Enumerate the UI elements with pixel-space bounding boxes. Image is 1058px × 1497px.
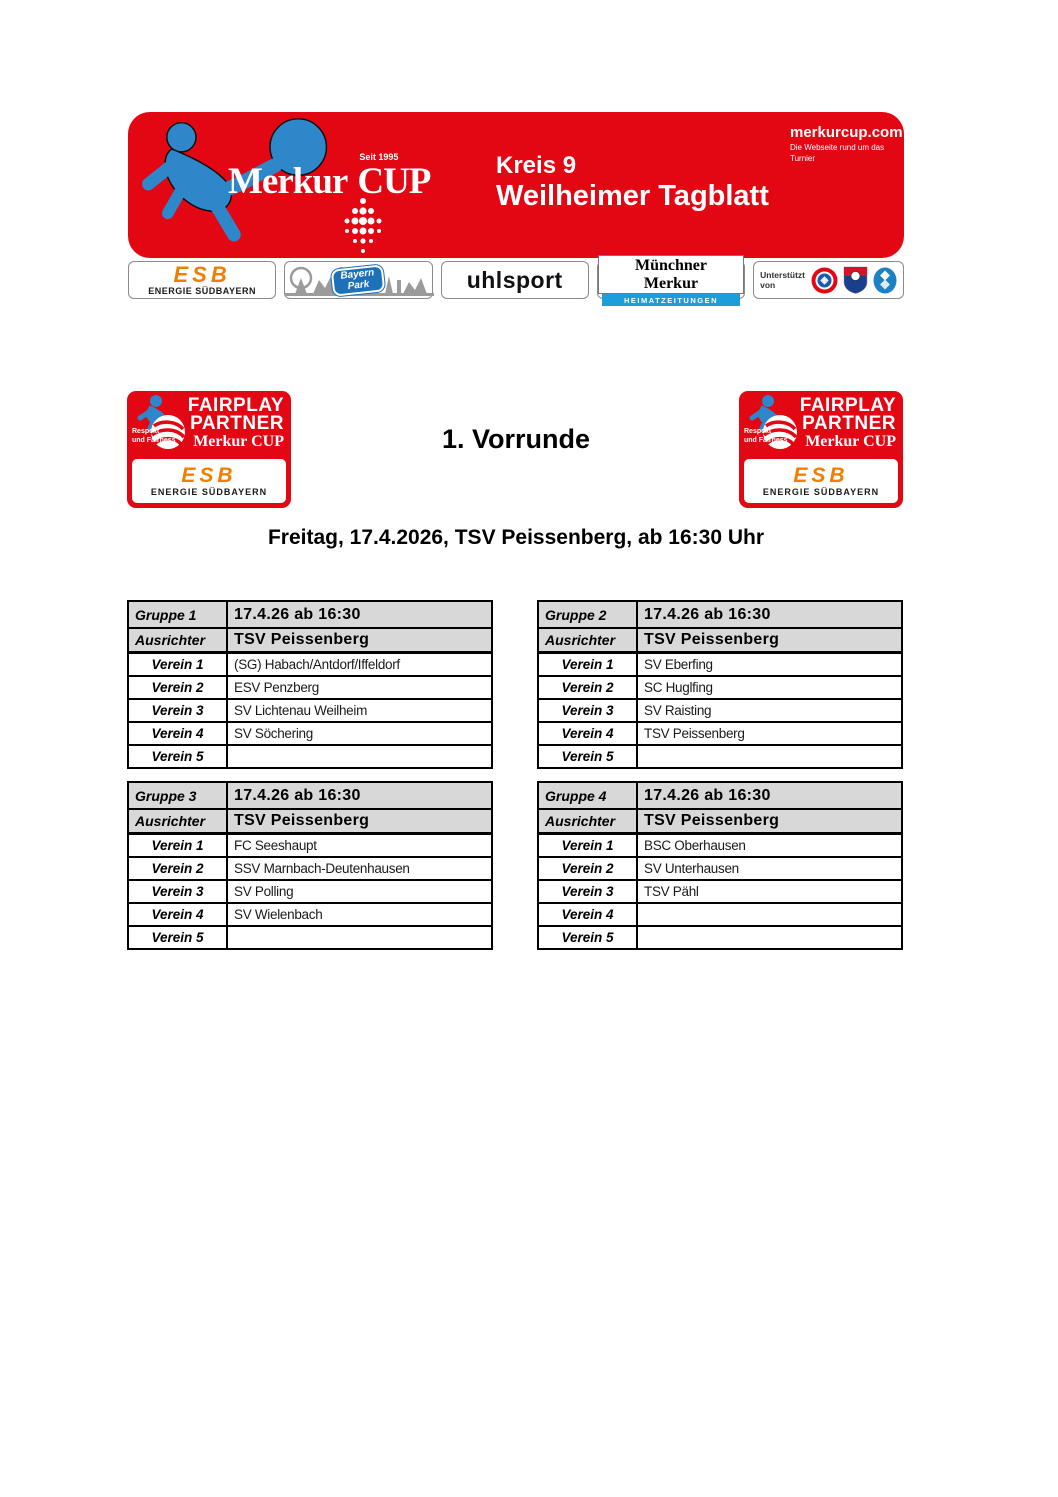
merkurcup-banner	[128, 112, 904, 258]
verein-label: Verein 2	[129, 858, 228, 879]
verein-label: Verein 5	[129, 746, 228, 767]
group-table-4	[537, 781, 903, 950]
table-row	[129, 879, 491, 902]
host-label: Ausrichter	[539, 810, 638, 832]
club-name: ESV Penzberg	[234, 680, 319, 695]
group-header-row	[129, 602, 491, 627]
host-row	[129, 808, 491, 833]
group-header-row	[539, 783, 901, 808]
group-datetime: 17.4.26 ab 16:30	[234, 605, 361, 623]
verein-label: Verein 4	[539, 723, 638, 744]
region-label: Weilheimer Tagblatt	[496, 179, 769, 212]
verein-label: Verein 1	[539, 835, 638, 856]
esb-logo: ESB	[181, 463, 237, 487]
brand-merkur: Merkur	[228, 161, 348, 202]
sponsor-muenchner-merkur	[597, 256, 745, 305]
verein-label: Verein 3	[129, 881, 228, 902]
table-row	[539, 652, 901, 675]
host-label: Ausrichter	[129, 810, 228, 832]
verein-label: Verein 3	[129, 700, 228, 721]
club-name: SV Wielenbach	[234, 907, 323, 922]
club-name: SC Huglfing	[644, 680, 713, 695]
table-row	[539, 879, 901, 902]
bayernpark-badge	[331, 264, 385, 296]
verein-label: Verein 5	[539, 927, 638, 948]
brand-cup: CUP	[357, 161, 431, 202]
unterhaching-crest-icon	[843, 266, 868, 294]
verein-label: Verein 2	[539, 858, 638, 879]
kreis-label: Kreis 9	[496, 152, 577, 179]
verein-label: Verein 4	[129, 723, 228, 744]
table-row	[539, 744, 901, 767]
verein-label: Verein 1	[539, 654, 638, 675]
website-url: merkurcup.com	[790, 124, 903, 141]
bayernpark-line1: Bayern	[340, 266, 376, 282]
club-name	[638, 904, 901, 925]
table-row	[539, 925, 901, 948]
club-name: FC Seeshaupt	[234, 838, 317, 853]
sponsor-supporters	[753, 261, 904, 299]
group-header-row	[129, 783, 491, 808]
kreis-region-block	[496, 152, 769, 213]
host-row	[129, 627, 491, 652]
respekt-fairness-label: Respekt und Fairness	[132, 428, 176, 444]
table-row	[129, 744, 491, 767]
group-datetime: 17.4.26 ab 16:30	[234, 786, 361, 804]
host-club: TSV Peissenberg	[644, 812, 780, 829]
event-date-line: Freitag, 17.4.2026, TSV Peissenberg, ab 16:30 Uhr	[267, 526, 765, 549]
sponsor-strip	[128, 256, 904, 305]
esb-sub-label: ENERGIE SÜDBAYERN	[150, 486, 268, 497]
verein-label: Verein 4	[539, 904, 638, 925]
table-row	[129, 833, 491, 856]
respekt-fairness-label: Respekt und Fairness	[744, 428, 788, 444]
muenchner-merkur-logo: Münchner Merkur	[598, 255, 744, 294]
fairplay-partner-text: FAIRPLAY PARTNER Merkur CUP	[187, 395, 284, 451]
host-label: Ausrichter	[539, 629, 638, 651]
verein-label: Verein 1	[129, 654, 228, 675]
fairplay-esb-box	[132, 459, 286, 503]
uhlsport-logo: uhlsport	[466, 266, 563, 293]
host-club: TSV Peissenberg	[234, 631, 370, 648]
dots-pattern-icon	[334, 196, 392, 258]
club-name	[228, 746, 491, 767]
club-name: SV Söchering	[234, 726, 313, 741]
website-block	[790, 125, 904, 164]
table-row	[539, 902, 901, 925]
table-row	[539, 721, 901, 744]
club-name: BSC Oberhausen	[644, 838, 746, 853]
verein-label: Verein 5	[539, 746, 638, 767]
club-name: SV Lichtenau Weilheim	[234, 703, 368, 718]
table-row	[129, 856, 491, 879]
table-row	[129, 698, 491, 721]
group-name: Gruppe 3	[129, 783, 228, 808]
fairplay-esb-box	[744, 459, 898, 503]
sponsor-bayernpark	[284, 261, 432, 299]
table-row	[129, 721, 491, 744]
club-name: SV Unterhausen	[644, 861, 739, 876]
table-row	[539, 856, 901, 879]
verein-label: Verein 4	[129, 904, 228, 925]
club-name: SV Raisting	[644, 703, 712, 718]
esb-sub-label: ENERGIE SÜDBAYERN	[762, 486, 880, 497]
sponsor-esb	[128, 261, 276, 299]
heimatzeitungen-label: HEIMATZEITUNGEN	[602, 294, 740, 306]
host-club: TSV Peissenberg	[234, 812, 370, 829]
group-name: Gruppe 1	[129, 602, 228, 627]
seit-1995-label: Seit 1995	[359, 152, 399, 162]
host-row	[539, 808, 901, 833]
club-name	[638, 746, 901, 767]
verein-label: Verein 2	[129, 677, 228, 698]
esb-logo: ESB	[173, 261, 231, 287]
club-name: SV Polling	[234, 884, 294, 899]
group-table-2	[537, 600, 903, 769]
round-title: 1. Vorrunde	[441, 424, 591, 454]
club-name: TSV Peissenberg	[644, 726, 745, 741]
group-table-1	[127, 600, 493, 769]
verein-label: Verein 1	[129, 835, 228, 856]
esb-sub-label: ENERGIE SÜDBAYERN	[148, 285, 256, 296]
table-row	[539, 833, 901, 856]
group-header-row	[539, 602, 901, 627]
sponsor-uhlsport	[441, 261, 589, 299]
club-name: SSV Marnbach-Deutenhausen	[234, 861, 410, 876]
verein-label: Verein 3	[539, 881, 638, 902]
fcbayern-crest-icon	[811, 267, 838, 294]
table-row	[129, 652, 491, 675]
bayernpark-line2: Park	[347, 277, 371, 292]
club-name: SV Eberfing	[644, 657, 713, 672]
merkurcup-logo	[228, 152, 431, 203]
fairplay-partner-text: FAIRPLAY PARTNER Merkur CUP	[799, 395, 896, 451]
table-row	[539, 698, 901, 721]
website-tagline: Die Webseite rund um das Turnier	[790, 142, 885, 163]
group-name: Gruppe 4	[539, 783, 638, 808]
table-row	[129, 675, 491, 698]
host-row	[539, 627, 901, 652]
verein-label: Verein 5	[129, 927, 228, 948]
table-row	[129, 902, 491, 925]
club-name	[638, 927, 901, 948]
club-name	[228, 927, 491, 948]
host-club: TSV Peissenberg	[644, 631, 780, 648]
group-datetime: 17.4.26 ab 16:30	[644, 786, 771, 804]
table-row	[129, 925, 491, 948]
club-name: (SG) Habach/Antdorf/Iffeldorf	[234, 657, 400, 672]
esb-logo: ESB	[793, 463, 849, 487]
group-table-3	[127, 781, 493, 950]
verein-label: Verein 3	[539, 700, 638, 721]
bfv-crest-icon	[873, 267, 897, 294]
table-row	[539, 675, 901, 698]
verein-label: Verein 2	[539, 677, 638, 698]
club-name: TSV Pähl	[644, 884, 699, 899]
supported-line2: von	[760, 280, 776, 290]
supported-line1: Unterstützt	[760, 269, 805, 280]
host-label: Ausrichter	[129, 629, 228, 651]
group-name: Gruppe 2	[539, 602, 638, 627]
group-datetime: 17.4.26 ab 16:30	[644, 605, 771, 623]
